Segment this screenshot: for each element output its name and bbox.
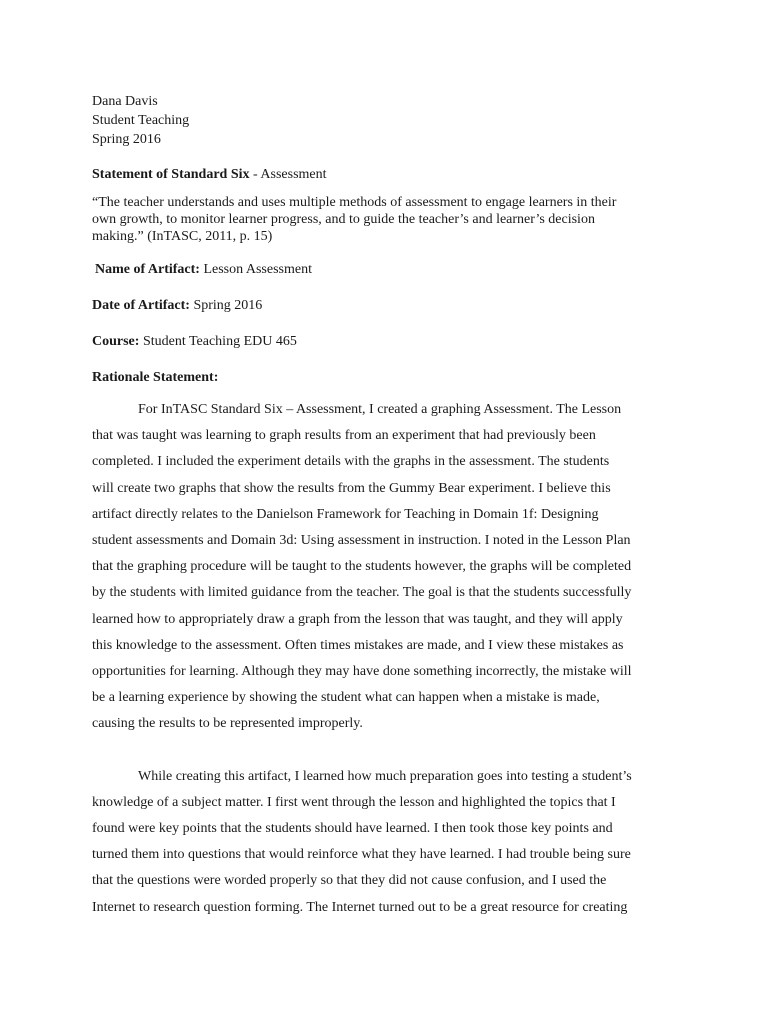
paragraph-line: by the students with limited guidance from the teacher. The goal is that the students successfully: [92, 585, 632, 601]
paragraph-line: opportunities for learning. Although they may have done something incorrectly, the mistake will: [92, 664, 632, 680]
rationale-paragraph-1: [92, 397, 672, 738]
artifact-date-field: [92, 296, 672, 315]
paragraph-line: While creating this artifact, I learned how much preparation goes into testing a student’s: [138, 768, 632, 784]
paragraph-line: be a learning experience by showing the student what can happen when a mistake is made,: [92, 690, 600, 706]
course-field: [92, 332, 672, 351]
paragraph-line: that was taught was learning to graph results from an experiment that had previously been: [92, 428, 596, 444]
quote-line: making.” (InTASC, 2011, p. 15): [92, 229, 273, 244]
standard-quote: [92, 194, 672, 245]
course-label: Course:: [92, 334, 140, 349]
course-title: Student Teaching: [92, 113, 190, 128]
term: Spring 2016: [92, 132, 161, 147]
paragraph-line: causing the results to be represented improperly.: [92, 716, 363, 732]
paragraph-line: For InTASC Standard Six – Assessment, I created a graphing Assessment. The Lesson: [138, 402, 622, 417]
paragraph-line: will create two graphs that show the results from the Gummy Bear experiment. I believe this: [92, 480, 611, 496]
author-name: Dana Davis: [92, 94, 158, 109]
artifact-name-label: Name of Artifact:: [95, 262, 200, 277]
document-page: [92, 92, 672, 921]
quote-line: own growth, to monitor learner progress, and to guide the teacher’s and learner’s decision: [92, 212, 595, 227]
rationale-label: Rationale Statement:: [92, 370, 219, 385]
standard-statement-label: Statement of Standard Six: [92, 167, 250, 182]
rationale-paragraph-2: [92, 764, 672, 921]
paragraph-line: knowledge of a subject matter. I first went through the lesson and highlighted the topics that I: [92, 794, 616, 810]
artifact-name-value: Lesson Assessment: [199, 262, 312, 277]
quote-line: “The teacher understands and uses multiple methods of assessment to engage learners in their: [92, 195, 617, 210]
rationale-heading: [92, 368, 672, 387]
standard-statement-separator: -: [249, 167, 261, 182]
paragraph-line: that the graphing procedure will be taught to the students however, the graphs will be completed: [92, 559, 632, 575]
paragraph-line: learned how to appropriately draw a graph from the lesson that was taught, and they will apply: [92, 611, 623, 627]
course-value: Student Teaching EDU 465: [139, 334, 297, 349]
paragraph-line: that the questions were worded properly so that they did not cause confusion, and I used the: [92, 873, 607, 889]
artifact-date-label: Date of Artifact:: [92, 298, 190, 313]
artifact-name-field: [92, 260, 672, 279]
paragraph-line: student assessments and Domain 3d: Using assessment in instruction. I noted in the Lesson Plan: [92, 533, 631, 549]
paragraph-line: this knowledge to the assessment. Often times mistakes are made, and I view these mistakes as: [92, 637, 624, 653]
artifact-date-value: Spring 2016: [189, 298, 263, 313]
paragraph-line: found were key points that the students should have learned. I then took those key points and: [92, 821, 613, 837]
paragraph-line: artifact directly relates to the Danielson Framework for Teaching in Domain 1f: Designing: [92, 506, 599, 522]
standard-statement-topic: Assessment: [260, 167, 327, 182]
standard-statement: [92, 165, 672, 184]
paragraph-line: turned them into questions that would reinforce what they have learned. I had trouble being sure: [92, 847, 631, 863]
paragraph-line: Internet to research question forming. The Internet turned out to be a great resource for creating: [92, 899, 628, 915]
paragraph-line: completed. I included the experiment details with the graphs in the assessment. The students: [92, 454, 610, 470]
